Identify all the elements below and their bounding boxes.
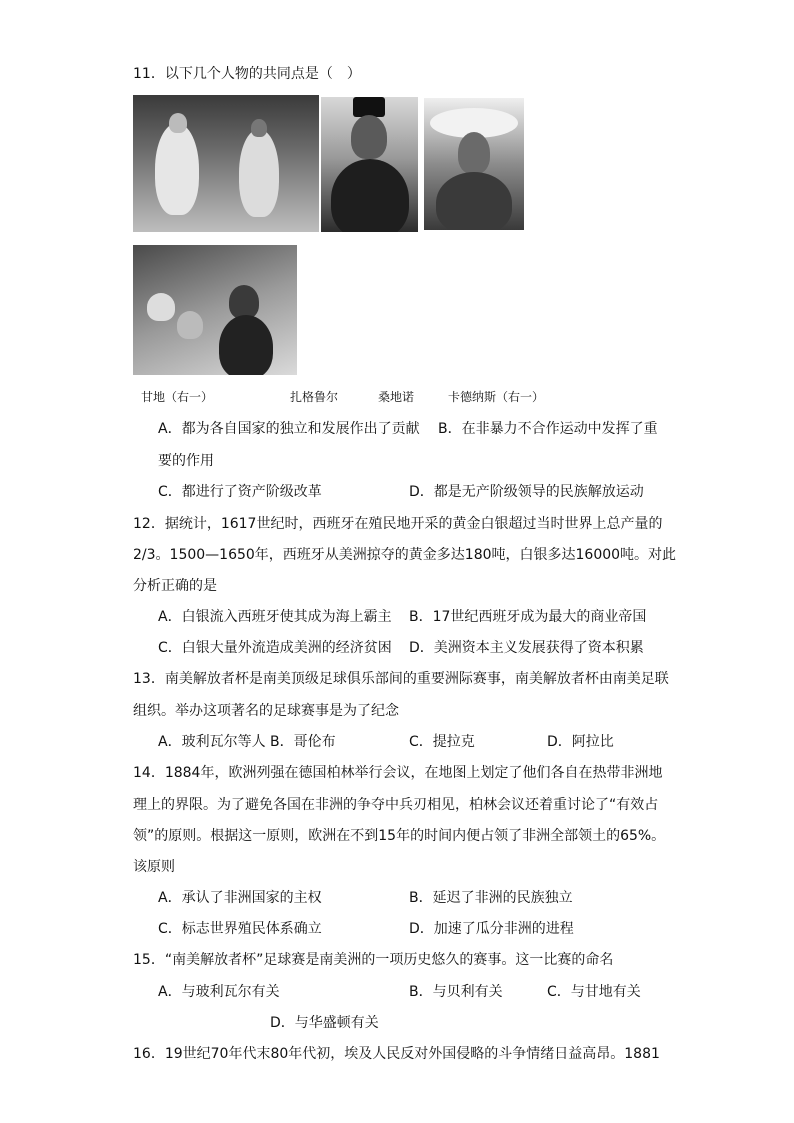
q14-line-1: 14．1884年，欧洲列强在德国柏林举行会议，在地图上划定了他们各自在热带非洲地 [133, 765, 663, 781]
q12-line-2: 2/3。1500—1650年，西班牙从美洲掠夺的黄金多达180吨，白银多达16000吨。对此 [133, 547, 677, 563]
q13-line-1: 13．南美解放者杯是南美顶级足球俱乐部间的重要洲际赛事，南美解放者杯由南美足联 [133, 671, 669, 687]
q15-line-1: 15．“南美解放者杯”足球赛是南美洲的一项历史悠久的赛事。这一比赛的命名 [133, 952, 614, 968]
q15-option-a: A．与玻利瓦尔有关 [158, 984, 280, 1000]
q12-option-d: D．美洲资本主义发展获得了资本积累 [409, 640, 644, 656]
q15-option-d: D．与华盛顿有关 [270, 1015, 379, 1031]
q14-option-c: C．标志世界殖民体系确立 [158, 921, 322, 937]
q12-option-c: C．白银大量外流造成美洲的经济贫困 [158, 640, 392, 656]
caption-zaghlul: 扎格鲁尔 [290, 390, 339, 404]
caption-cardenas: 卡德纳斯（右一） [448, 390, 545, 404]
q11-option-b: B．在非暴力不合作运动中发挥了重 [438, 421, 658, 437]
caption-sandino: 桑地诺 [378, 390, 415, 404]
q13-option-ab: A．玻利瓦尔等人 B．哥伦布 [158, 734, 336, 750]
q14-line-3: 领”的原则。根据这一原则，欧洲在不到15年的时间内便占领了非洲全部领土的65%。 [133, 828, 666, 844]
photo-sandino [424, 98, 524, 230]
q13-line-2: 组织。举办这项著名的足球赛事是为了纪念 [133, 703, 399, 719]
caption-gandhi: 甘地（右一） [141, 390, 214, 404]
q14-line-2: 理上的界限。为了避免各国在非洲的争夺中兵刃相见，柏林会议还着重讨论了“有效占 [133, 797, 659, 813]
q14-line-4: 该原则 [133, 859, 175, 875]
q14-option-d: D．加速了瓜分非洲的进程 [409, 921, 574, 937]
q11-option-d: D．都是无产阶级领导的民族解放运动 [409, 484, 644, 500]
q14-option-a: A．承认了非洲国家的主权 [158, 890, 322, 906]
photo-zaghlul [321, 97, 418, 232]
q16-line-1: 16．19世纪70年代末80年代初，埃及人民反对外国侵略的斗争情绪日益高昂。1881 [133, 1046, 660, 1062]
q12-option-a: A．白银流入西班牙使其成为海上霸主 [158, 609, 392, 625]
photo-cardenas [133, 245, 297, 375]
q12-line-3: 分析正确的是 [133, 578, 217, 594]
q13-option-c: C．提拉克 [409, 734, 475, 750]
q11-option-b-cont: 要的作用 [158, 453, 214, 469]
q11-stem: 11．以下几个人物的共同点是（ ） [133, 66, 361, 82]
q11-option-a: A．都为各自国家的独立和发展作出了贡献 [158, 421, 420, 437]
q13-option-d: D．阿拉比 [547, 734, 614, 750]
photo-gandhi [133, 95, 319, 232]
q15-option-c: C．与甘地有关 [547, 984, 641, 1000]
q11-option-c: C．都进行了资产阶级改革 [158, 484, 322, 500]
q15-option-b: B．与贝利有关 [409, 984, 503, 1000]
q12-line-1: 12．据统计，1617世纪时，西班牙在殖民地开采的黄金白银超过当时世界上总产量的 [133, 516, 663, 532]
q14-option-b: B．延迟了非洲的民族独立 [409, 890, 573, 906]
q12-option-b: B．17世纪西班牙成为最大的商业帝国 [409, 609, 647, 625]
